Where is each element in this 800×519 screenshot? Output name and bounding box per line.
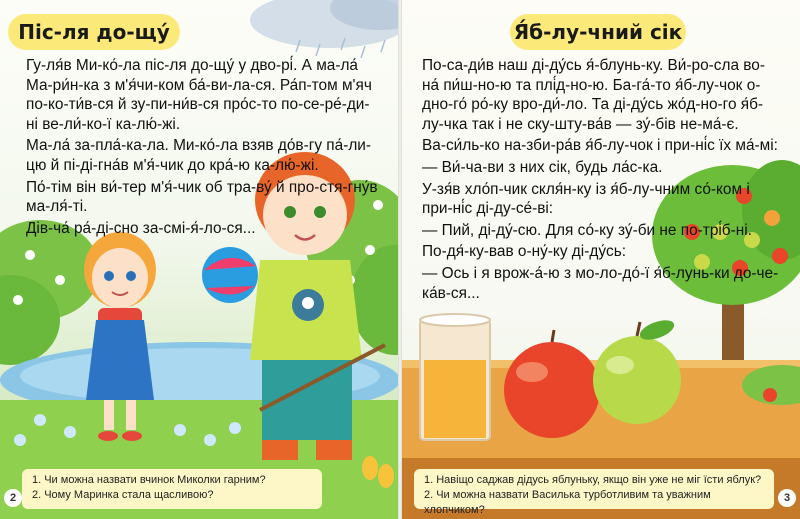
right-story-text (422, 56, 780, 305)
left-questions-box (22, 469, 322, 509)
left-page (0, 0, 398, 519)
right-paragraph-5: — Пий, ді-ду́-сю. Для со́-ку зу́-би не по-трі́б-ні. (422, 221, 752, 239)
left-paragraph-1: Гу-ля́в Ми-ко́-ла піс-ля до-щу́ у дво-рі́. А ма-ла́ Ма-ри́н-ка з м'я́чи-ком ба́-ви-ла-ся. Ра́п-том м'яч по-ко-ти́в-ся й зу-пи-ни́в-ся про́с-то по-се-ре́-ди-ні ве-ли́-ко-ї ка-лю́-жі. (26, 57, 372, 133)
right-paragraph-3: — Ви́-ча-ви з них сік, будь ла́с-ка. (422, 158, 663, 176)
left-question-1: 1. Чи можна назвати вчинок Миколки гарним? (32, 474, 266, 486)
left-paragraph-2: Ма-ла́ за-пла́-ка-ла. Ми-ко́-ла взяв до́в-гу па́-ли-цю й пі-ді-гна́в м'я́-чик до кра́-ю ка-лю́-жі. (26, 137, 372, 174)
right-question-1: 1. Навіщо саджав дідусь яблуньку, якщо він уже не міг їсти яблук? (424, 474, 762, 486)
right-questions-box (414, 469, 774, 516)
left-paragraph-3: По́-тім він ви́-тер м'я́-чик об тра-ву́ й про-стя-гну́в ма-ля́-ті. (26, 178, 378, 216)
right-paragraph-2: Ва-си́ль-ко на-зби-ра́в я́б-лу-чок і при-ні́с їх ма́-мі: (422, 137, 778, 155)
right-page-number: 3 (778, 489, 796, 507)
right-paragraph-1: По-са-ди́в наш ді-ду́сь я́-блунь-ку. Ви́-ро-сла во-на́ пи́ш-но-ю та плі́д-но-ю. Ба-га́-то я́б-лу-чок о-дно-го́ ро́-ку вро-ди́-ло. Та ді-ду́сь жо́д-но-го я́б-лу-чка так і не ску-шту-ва́в — зу́-бів не-ма́-є. (422, 57, 765, 133)
left-title-banner (8, 14, 180, 50)
right-title-banner (510, 14, 686, 50)
right-page (402, 0, 800, 519)
right-paragraph-7: — Ось і я врож-а́-ю з мо-ло-до́-ї я́б-лунь-ки до-че-ка́в-ся... (422, 264, 779, 302)
left-story-text (26, 56, 381, 240)
right-paragraph-4: У-зя́в хло́п-чик скля́н-ку із я́б-лу-чним со́-ком і при-ні́с ді-ду-се́-ві: (422, 180, 750, 218)
left-question-2: 2. Чому Маринка стала щасливою? (32, 489, 214, 501)
right-page-title: Я́б-лу-чний сік (513, 20, 683, 44)
left-page-title: Піс-ля до-щу́ (18, 20, 170, 44)
left-paragraph-4: Дів-ча́ ра́-ді-сно за-смі-я́-ло-ся... (26, 219, 256, 237)
right-paragraph-6: По-дя́-ку-вав о-ну́-ку ді-ду́сь: (422, 243, 627, 261)
right-question-2: 2. Чи можна назвати Василька турботливим та уважним хлопчиком? (424, 489, 711, 516)
left-page-number: 2 (4, 489, 22, 507)
